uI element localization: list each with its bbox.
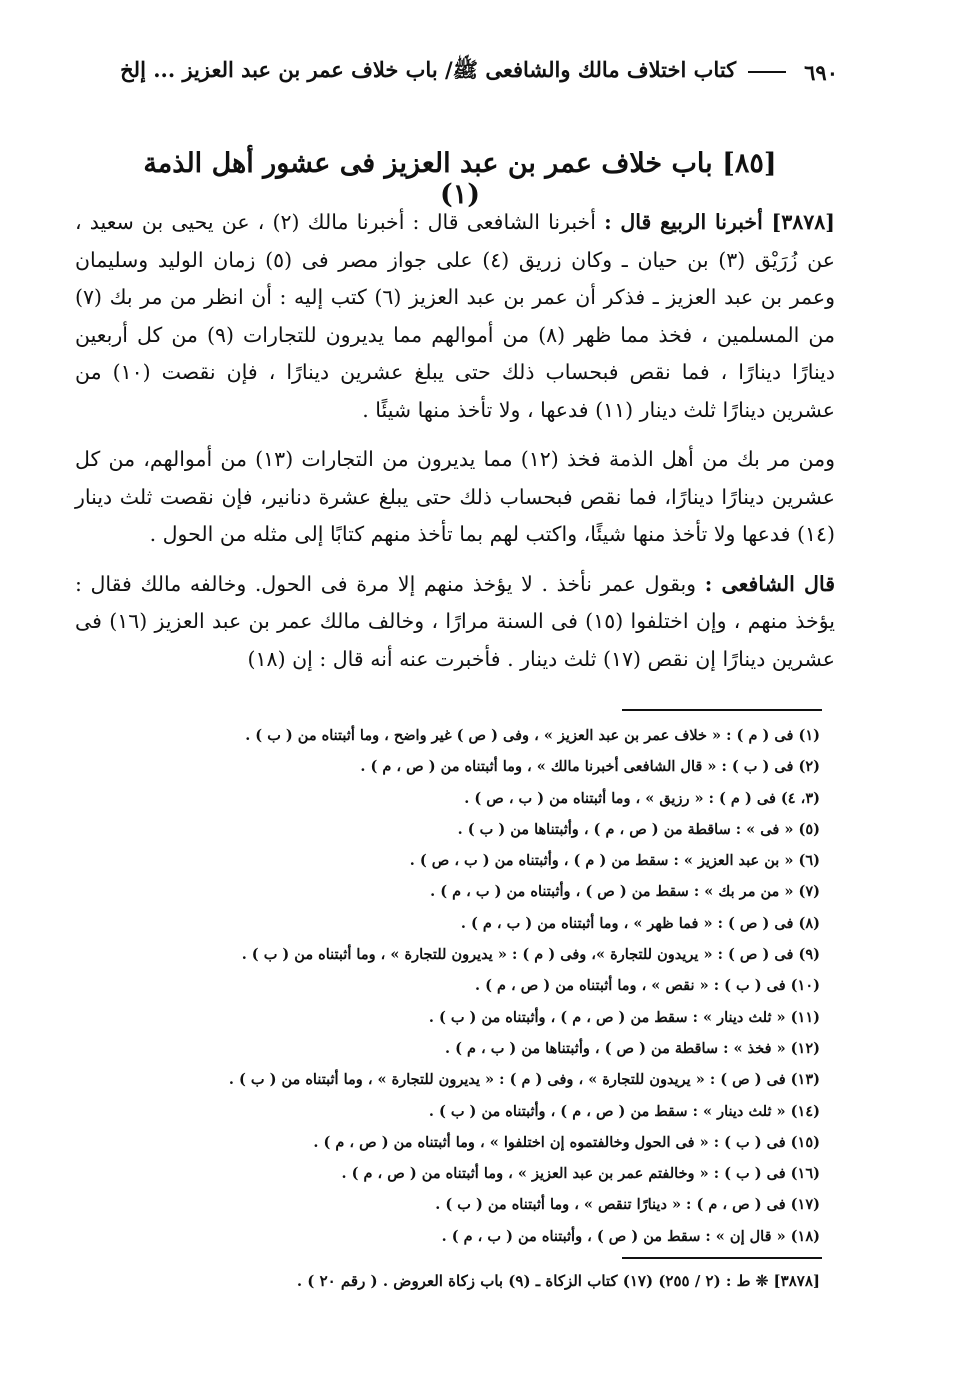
cross-reference: [٣٨٧٨] ❊ ط : (٢ / ٢٥٥) (١٧) كتاب الزكاة ـ (٩) باب زكاة العروض . ( رقم ٢٠ ) . — [296, 1272, 820, 1290]
paragraph-text: أخبرنا الشافعى قال : أخبرنا مالك (٢) ، عن يحيى بن سعيد ، عن زُرَيْق (٣) بن حيان ـ وكان زريق (٤) على جواز مصر فى (٥) زمان الوليد وسليمان وعمر بن عبد العزيز ـ فذكر أن عمر بن عبد العزيز (٦) كتب إليه : أن انظر من مر بك (٧) من المسلمين ، فخذ مما ظهر (٨) من أموالهم مما يديرون للتجارات (٩) من كل أربعين دينارًا دينارًا ، فما نقص فبحساب ذلك حتى يبلغ عشرين دينارًا ، فإن نقصت (١٠) من عشرين دينارًا ثلث دينار (١١) فدعها ، ولا تأخذ منها شيئًا . — [75, 210, 835, 422]
footnote: (٨) فى ( ص ) : « فما ظهر » ، وما أثبتناه من ( ب ، م ) . — [460, 914, 820, 932]
running-title: كتاب اختلاف مالك والشافعى ﷺ/ باب خلاف عمر بن عبد العزيز ... إلخ — [120, 56, 737, 82]
paragraph-text: ومن مر بك من أهل الذمة فخذ (١٢) مما يديرون من التجارات (١٣) من أموالهم، من كل عشرين دينارًا دينارًا، فما نقص فبحساب ذلك حتى يبلغ عشرة دنانير، فإن نقصت ثلث دينار (١٤) فدعها ولا تأخذ منها شيئًا، واكتب لهم بما تأخذ منهم كتابًا إلى مثله من الحول . — [75, 447, 835, 546]
page-number: ٦٩٠ — [804, 59, 838, 85]
chapter-title: [٨٥] باب خلاف عمر بن عبد العزيز فى عشور أهل الذمة (١) — [143, 148, 777, 210]
footnotes — [60, 720, 820, 1252]
footnote-divider — [622, 709, 822, 711]
footnote: (١٤) « ثلث دينار » : سقط من ( ص ، م ) ، وأثبتناه من ( ب ) . — [428, 1102, 820, 1120]
footnote: (٧) « من مر بك » : سقط من ( ص ) ، وأثبتناه من ( ب ، م ) . — [430, 883, 820, 901]
reference-divider — [622, 1257, 822, 1259]
footnote: (١٨) « قال إن » : سقط من ( ص ) ، وأثبتناه من ( ب ، م ) . — [441, 1227, 820, 1245]
paragraph-lead: [٣٨٧٨] أخبرنا الربيع قال : — [604, 210, 835, 234]
footnote: (١) فى ( م ) : « خلاف عمر بن عبد العزيز » ، وفى ( ص ) غير واضح ، وما أثبتناه من ( ب ) . — [245, 727, 820, 744]
footnote: (٢) فى ( ب ) : « قال الشافعى أخبرنا مالك » ، وما أثبتناه من ( ص ، م ) . — [360, 758, 820, 776]
footnote: (٦) « بن عبد العزيز » : سقط من ( م ) ، وأثبتناه من ( ب ، ص ) . — [409, 852, 820, 870]
footnote: (٥) « فى » : ساقطة من ( ص ، م ) ، وأثبتناها من ( ب ) . — [457, 820, 820, 838]
footnote: (١٠) فى ( ب ) : « نقص » ، وما أثبتناه من ( ص ، م ) . — [474, 977, 820, 995]
header-dash — [748, 71, 786, 73]
paragraph — [75, 204, 835, 429]
paragraph — [75, 566, 835, 679]
paragraph-text: وبقول عمر نأخذ . لا يؤخذ منهم إلا مرة فى الحول. وخالفه مالك فقال : يؤخذ منهم ، وإن اختلفوا (١٥) فى السنة مرارًا ، وخالف مالك عمر بن عبد العزيز (١٦) فى عشرين دينارًا إن نقص (١٧) ثلث دينار . فأخبرت عنه أنه قال : إن (١٨) — [75, 571, 836, 671]
footnote: (١٦) فى ( ب ) : « وخالفتم عمر بن عبد العزيز » ، وما أثبتناه من ( ص ، م ) . — [341, 1165, 820, 1183]
paragraph-lead: قال الشافعى : — [704, 571, 835, 596]
footnote: (٣، ٤) فى ( م ) : « رزيق » ، وما أثبتناه من ( ب ، ص ) . — [464, 789, 820, 807]
footnote: (١١) « ثلث دينار » : سقط من ( ص ، م ) ، وأثبتناه من ( ب ) . — [428, 1008, 820, 1026]
footnote: (١٥) فى ( ب ) : « فى الحول وخالفتموه إن اختلفوا » ، وما أثبتناه من ( ص ، م ) . — [313, 1133, 820, 1151]
page-header — [78, 52, 838, 92]
footnote: (١٧) فى ( ص ، م ) : « دينارًا تنقص » ، وما أثبتناه من ( ب ) . — [435, 1196, 820, 1214]
paragraph — [75, 441, 835, 554]
footnote: (١٣) فى ( ص ) : « يريدون للتجارة » ، وفى ( م ) : « يديرون للتجارة » ، وما أثبتناه من ( ب ) . — [228, 1071, 820, 1089]
footnote: (٩) فى ( ص ) : « يريدون للتجارة »، وفى ( م ) : « يديرون للتجارة » ، وما أثبتناه من ( ب ) . — [241, 946, 820, 964]
footnote: (١٢) « فخذ » : ساقطة من ( ص ) ، وأثبتناها من ( ب ، م ) . — [444, 1039, 820, 1057]
main-text — [75, 204, 835, 690]
